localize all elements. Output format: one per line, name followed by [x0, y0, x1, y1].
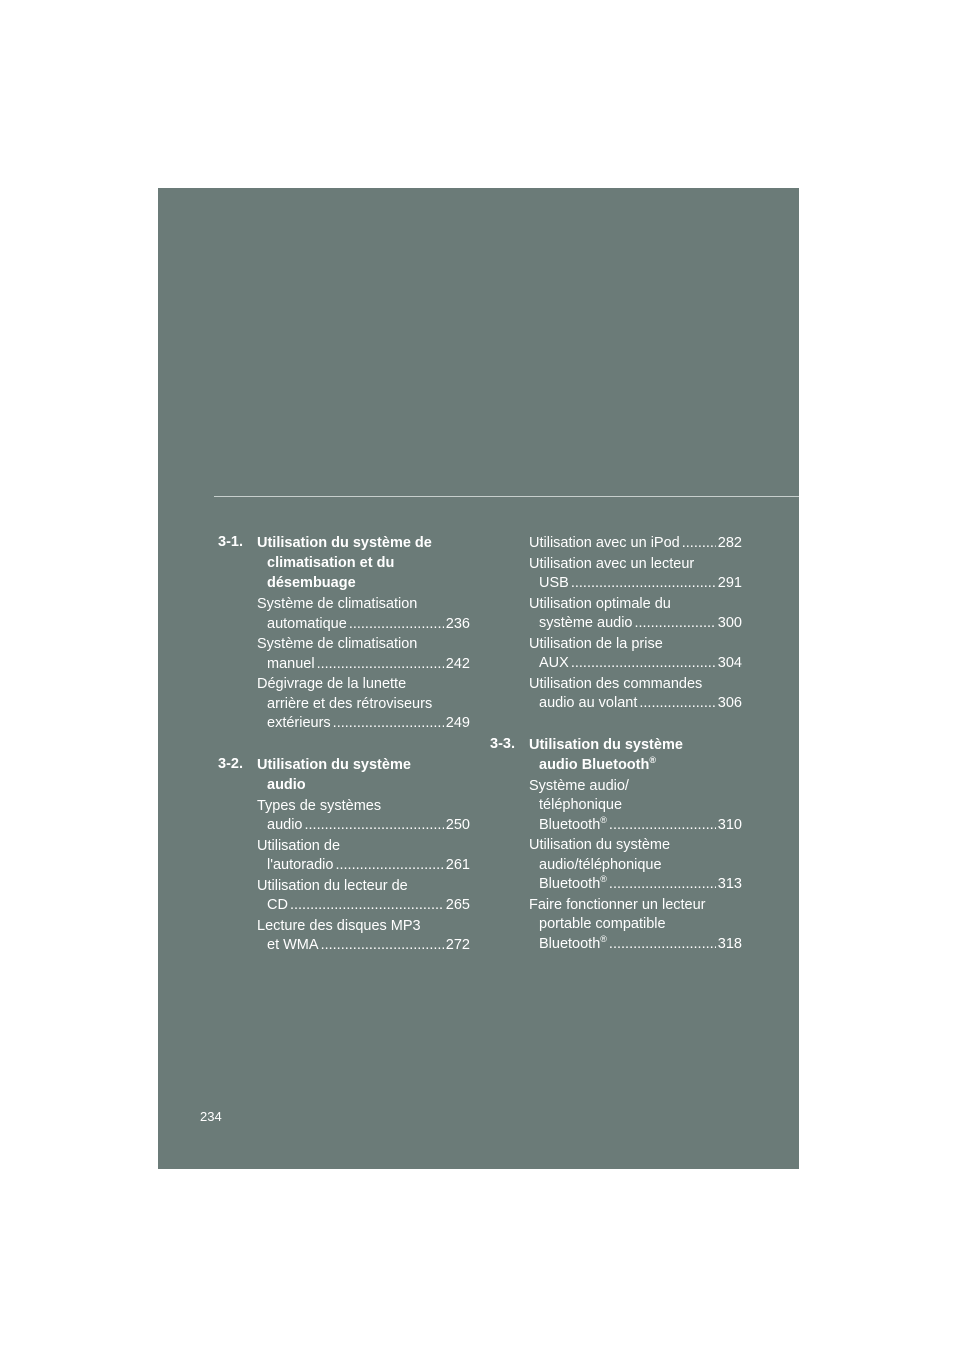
toc-section-3-3[interactable] [490, 735, 742, 955]
section-title: Utilisation du système audio Bluetooth® [529, 736, 683, 773]
toc-entry[interactable]: Faire fonctionner un lecteur portable compatible Bluetooth® ..... 318 [529, 896, 742, 955]
section-title: Utilisation du système de climatisation et du désembuage [257, 535, 432, 591]
registered-mark: ® [649, 754, 656, 765]
toc-right-column [490, 533, 742, 955]
toc-entry[interactable]: Système de climatisation automatique ..... 236 [257, 595, 470, 634]
page-ref: 265 [445, 897, 470, 913]
page-ref: 313 [717, 876, 742, 892]
toc-entry[interactable]: Utilisation optimale du système audio ..... 300 [529, 595, 742, 634]
toc-entry[interactable]: Utilisation avec un lecteur USB ..... 291 [529, 555, 742, 594]
toc-section-3-1[interactable] [218, 533, 470, 734]
toc-entry[interactable]: Système audio/ téléphonique Bluetooth® ..... 310 [529, 777, 742, 836]
page-number: 234 [200, 1109, 222, 1124]
toc-entry[interactable]: Utilisation des commandes audio au volant ..... 306 [529, 675, 742, 714]
toc-entry[interactable]: Utilisation du système audio/téléphonique Bluetooth® ..... 313 [529, 836, 742, 895]
toc-entry[interactable]: Système de climatisation manuel ..... 242 [257, 635, 470, 674]
toc-entry[interactable]: Lecture des disques MP3 et WMA ..... 272 [257, 917, 470, 956]
toc-section-3-2-continued[interactable] [490, 534, 742, 714]
page-ref: 291 [717, 575, 742, 591]
section-number: 3-2. [218, 755, 243, 772]
page-ref: 261 [445, 857, 470, 873]
toc-entry[interactable]: Utilisation du lecteur de CD ..... 265 [257, 877, 470, 916]
page-ref: 249 [445, 715, 470, 731]
page-ref: 304 [717, 655, 742, 671]
toc-section-3-2[interactable] [218, 755, 470, 956]
page-ref: 282 [717, 535, 742, 551]
toc-entry[interactable]: Utilisation de l'autoradio ..... 261 [257, 837, 470, 876]
page-ref: 272 [445, 937, 470, 953]
page-ref: 306 [717, 695, 742, 711]
page-ref: 310 [717, 816, 742, 833]
page-ref: 318 [717, 935, 742, 952]
divider [214, 496, 799, 497]
page-ref: 300 [717, 615, 742, 631]
toc-entry[interactable]: Utilisation avec un iPod ..... 282 [529, 534, 742, 554]
page-ref: 236 [445, 615, 470, 632]
toc-entry[interactable]: Types de systèmes audio ..... 250 [257, 797, 470, 836]
page-ref: 250 [445, 817, 470, 833]
section-number: 3-1. [218, 534, 243, 550]
page-ref: 242 [445, 655, 470, 672]
toc-left-column [218, 533, 470, 957]
section-number: 3-3. [490, 735, 515, 752]
section-title: Utilisation du système audio [257, 756, 411, 793]
toc-entry[interactable]: Dégivrage de la lunette arrière et des rétroviseurs extérieurs ..... 249 [257, 675, 470, 734]
toc-entry[interactable]: Utilisation de la prise AUX ..... 304 [529, 635, 742, 674]
